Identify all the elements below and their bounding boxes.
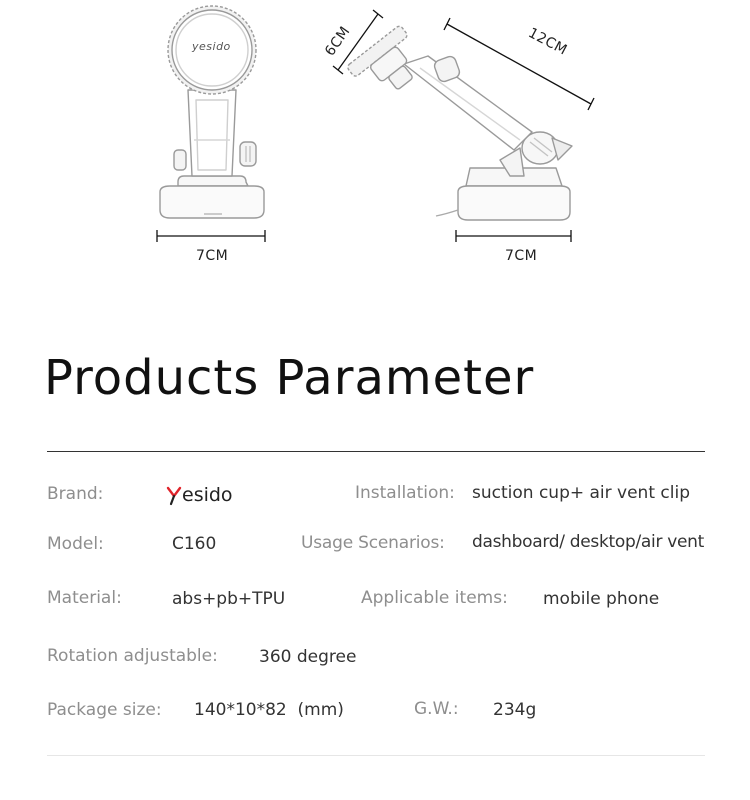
brand-label: Brand: xyxy=(47,484,104,504)
material-label: Material: xyxy=(47,588,122,608)
device-head-logo: yesido xyxy=(192,40,231,53)
applicable-items-value: mobile phone xyxy=(543,589,660,609)
installation-label: Installation: xyxy=(355,483,455,503)
usage-scenarios-value: dashboard/ desktop/air vent xyxy=(472,532,704,552)
product-dimension-drawings xyxy=(0,0,750,290)
bottom-divider xyxy=(47,755,705,756)
front-width-label: 7CM xyxy=(196,248,229,264)
rotation-value: 360 degree xyxy=(259,647,357,667)
installation-value: suction cup+ air vent clip xyxy=(472,483,690,503)
usage-scenarios-label: Usage Scenarios: xyxy=(301,533,445,553)
rotation-label: Rotation adjustable: xyxy=(47,646,218,666)
svg-text:esido: esido xyxy=(182,484,233,506)
top-divider xyxy=(47,451,705,452)
gross-weight-label: G.W.: xyxy=(414,699,459,719)
page-title: Products Parameter xyxy=(44,350,535,406)
model-label: Model: xyxy=(47,534,104,554)
package-size-label: Package size: xyxy=(47,700,162,720)
front-view-drawing xyxy=(160,6,264,218)
arm-length-label: 12CM xyxy=(525,25,570,59)
package-size-value: 140*10*82 (mm) xyxy=(194,700,344,720)
side-width-label: 7CM xyxy=(505,248,538,264)
gross-weight-value: 234g xyxy=(493,700,537,720)
model-value: C160 xyxy=(172,534,217,554)
side-view-drawing xyxy=(346,25,572,220)
material-value: abs+pb+TPU xyxy=(172,589,286,609)
applicable-items-label: Applicable items: xyxy=(361,588,508,608)
yesido-logo xyxy=(166,480,258,508)
head-diameter-label: 6CM xyxy=(322,23,354,60)
